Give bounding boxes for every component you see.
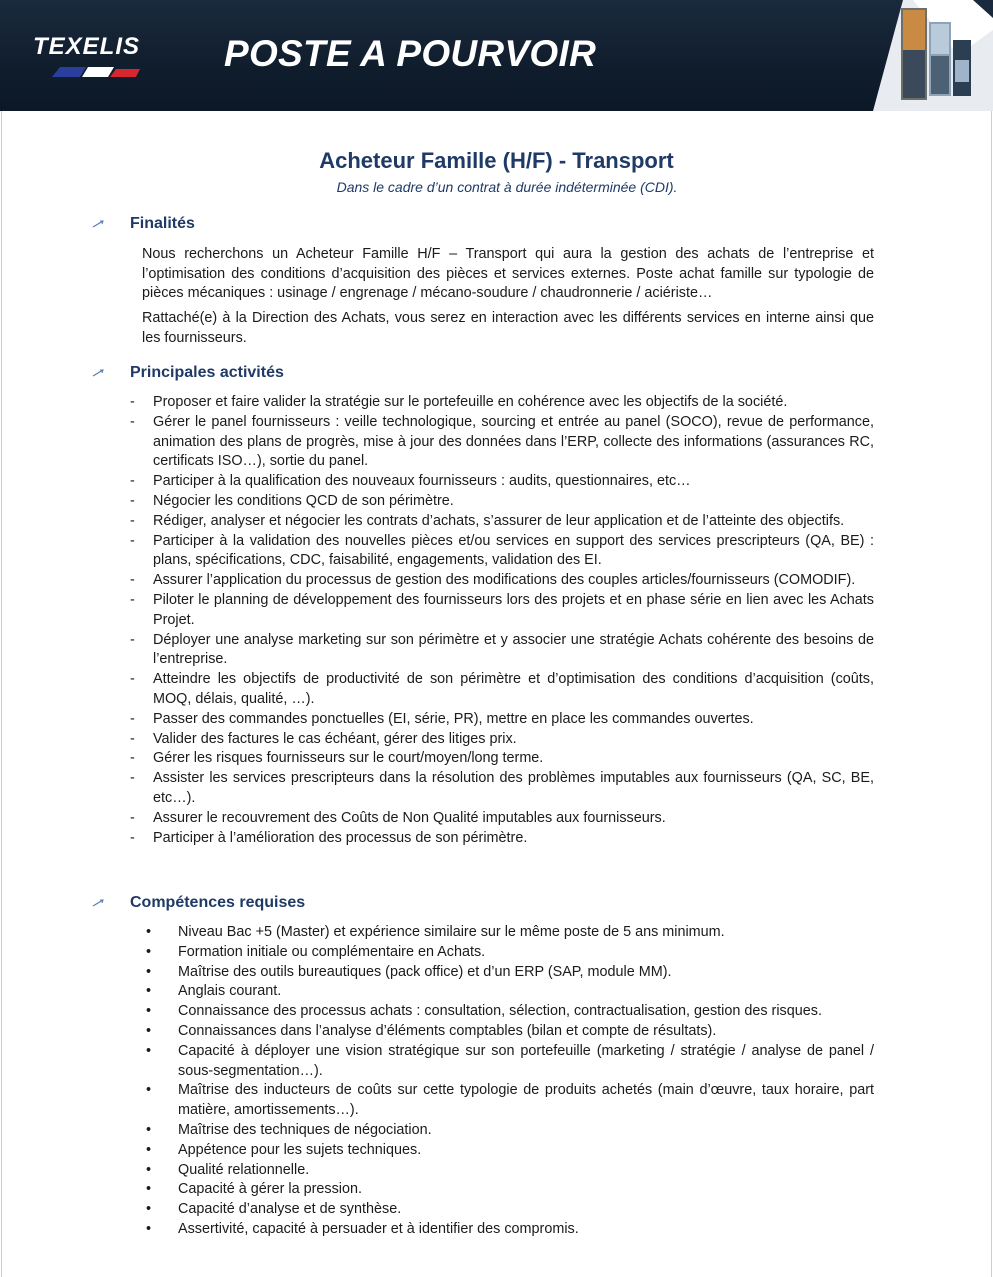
list-item-text: Valider des factures le cas échéant, gérer des litiges prix. [153, 730, 517, 747]
list-marker: - [130, 413, 135, 430]
list-item-text: Proposer et faire valider la stratégie sur le portefeuille en cohérence avec les objectifs de la société. [153, 394, 788, 410]
list-item-text: Maîtrise des techniques de négociation. [178, 1121, 432, 1138]
list-item-text: Piloter le planning de développement des fournisseurs lors des projets et en phase série en lien avec les Achats Projet. [153, 591, 874, 628]
list-marker: - [130, 591, 135, 608]
texelis-logo: TEXELIS [33, 33, 141, 60]
list-item-text: Participer à la validation des nouvelles pièces et/ou services en support des services prescripteurs (QA, BE) : plans, spécifications, CDC, faisabilité, engagements, validation des EI. [153, 532, 874, 569]
section-heading-competences [92, 894, 305, 912]
list-marker: - [130, 770, 135, 787]
list-marker: - [130, 473, 135, 490]
competence-item [146, 923, 874, 943]
list-marker: • [146, 943, 152, 960]
activites-list [130, 393, 874, 848]
activity-item [130, 769, 874, 809]
list-marker: • [146, 1003, 152, 1020]
list-item-text: Négocier les conditions QCD de son périmètre. [153, 492, 454, 509]
list-marker: • [146, 1161, 152, 1178]
activity-item [130, 393, 874, 413]
list-marker: - [130, 572, 135, 589]
competence-item [146, 1180, 874, 1200]
transport-collage-icon [873, 0, 993, 111]
job-subtitle: Dans le cadre d’un contrat à durée indéterminée (CDI). [336, 179, 678, 195]
finalites-paragraph-1: Nous recherchons un Acheteur Famille H/F – Transport qui aura la gestion des achats de l’entreprise et l’optimisation des conditions d’acquisition des pièces et services externes. Poste achat famille sur typologie de pièces mécaniques : usinage / engrenage / mécano-soudure / chaudronnerie / aciériste… [142, 246, 874, 302]
competence-item [146, 1161, 874, 1181]
list-marker: • [146, 1022, 152, 1039]
activity-item [130, 413, 874, 472]
banner-title: POSTE A POURVOIR [224, 33, 597, 74]
section-heading-activites [92, 364, 284, 382]
list-item-text: Participer à la qualification des nouveaux fournisseurs : audits, questionnaires, etc… [153, 473, 691, 490]
list-item-text: Niveau Bac +5 (Master) et expérience similaire sur le même poste de 5 ans minimum. [178, 924, 725, 940]
activity-item [130, 809, 874, 829]
list-item-text: Formation initiale ou complémentaire en Achats. [178, 943, 486, 960]
competence-item [146, 963, 874, 983]
list-item-text: Capacité à gérer la pression. [178, 1181, 362, 1198]
page-frame-left [1, 111, 2, 1277]
competence-item [146, 1141, 874, 1161]
list-marker: - [130, 492, 135, 509]
competence-item [146, 1220, 874, 1240]
competence-item [146, 1002, 874, 1022]
list-marker: • [146, 1141, 152, 1158]
list-marker: • [146, 1220, 152, 1237]
list-item-text: Assister les services prescripteurs dans la résolution des problèmes imputables aux fournisseurs (QA, SC, BE, etc…). [153, 770, 874, 806]
list-marker: • [146, 924, 152, 940]
competence-item [146, 1042, 874, 1082]
list-marker: - [130, 750, 135, 767]
activity-item [130, 749, 874, 769]
list-item-text: Capacité à déployer une vision stratégique sur son portefeuille (marketing / stratégie / analyse de panel / sous-segmentation…). [178, 1042, 874, 1079]
list-item-text: Anglais courant. [178, 983, 282, 1000]
list-item-text: Assurer le recouvrement des Coûts de Non Qualité imputables aux fournisseurs. [153, 809, 666, 826]
section-heading-label: Compétences requises [130, 894, 306, 911]
section-heading-label: Finalités [130, 215, 195, 232]
page-frame-right [991, 111, 992, 1277]
list-item-text: Qualité relationnelle. [178, 1161, 310, 1178]
list-marker: - [130, 730, 135, 747]
activity-item [130, 670, 874, 710]
activity-item [130, 532, 874, 572]
list-item-text: Gérer le panel fournisseurs : veille technologique, sourcing et entrée au panel (SOCO), revue de performance, animation des plans de progrès, mise à jour des données dans l’ERP, collecte des informations (assurances RC, certificats ISO…), sortie du panel. [153, 413, 874, 470]
competence-item [146, 1121, 874, 1141]
list-marker: • [146, 1201, 152, 1218]
list-item-text: Maîtrise des inducteurs de coûts sur cette typologie de produits achetés (main d’œuvre, taux horaire, part matière, amortissements…). [178, 1082, 874, 1119]
list-item-text: Atteindre les objectifs de productivité de son périmètre et d’optimisation des conditions d’acquisition (coûts, MOQ, délais, qualité, …). [153, 671, 874, 707]
list-marker: • [146, 983, 152, 1000]
activity-item [130, 730, 874, 750]
section-arrow-icon [92, 368, 106, 378]
list-item-text: Déployer une analyse marketing sur son périmètre et y associer une stratégie Achats cohérente des besoins de l’entreprise. [153, 631, 874, 668]
section-heading-label: Principales activités [130, 364, 284, 381]
list-item-text: Connaissances dans l’analyse d’éléments comptables (bilan et compte de résultats). [178, 1022, 717, 1039]
activity-item [130, 829, 874, 849]
list-item-text: Gérer les risques fournisseurs sur le court/moyen/long terme. [153, 750, 544, 767]
finalites-paragraph-2: Rattaché(e) à la Direction des Achats, vous serez en interaction avec les différents services en interne ainsi que les fournisseurs. [142, 310, 874, 346]
list-marker: - [130, 532, 135, 549]
section-arrow-icon [92, 898, 106, 908]
section-heading-finalites [92, 215, 195, 233]
competence-item [146, 1081, 874, 1121]
list-marker: - [130, 809, 135, 826]
section-arrow-icon [92, 219, 106, 229]
list-item-text: Assertivité, capacité à persuader et à identifier des compromis. [178, 1220, 579, 1237]
list-marker: • [146, 1082, 152, 1099]
competence-item [146, 1022, 874, 1042]
list-marker: - [130, 394, 135, 410]
list-item-text: Capacité d’analyse et de synthèse. [178, 1201, 402, 1218]
list-item-text: Participer à l’amélioration des processus de son périmètre. [153, 829, 528, 846]
activity-item [130, 591, 874, 631]
competence-item [146, 943, 874, 963]
header-banner [0, 0, 993, 111]
list-marker: - [130, 671, 135, 688]
list-marker: • [146, 1042, 152, 1059]
list-marker: - [130, 829, 135, 846]
activity-item [130, 571, 874, 591]
activity-item [130, 631, 874, 671]
activity-item [130, 472, 874, 492]
list-marker: • [146, 1121, 152, 1138]
activity-item [130, 710, 874, 730]
list-item-text: Rédiger, analyser et négocier les contrats d’achats, s’assurer de leur application et de l’atteinte des objectifs. [153, 512, 845, 529]
activity-item [130, 512, 874, 532]
list-marker: - [130, 710, 135, 727]
job-title: Acheteur Famille (H/F) - Transport [319, 148, 674, 173]
list-item-text: Passer des commandes ponctuelles (EI, série, PR), mettre en place les commandes ouvertes. [153, 710, 754, 727]
tricolor-flag-icon [52, 64, 140, 78]
list-item-text: Connaissance des processus achats : consultation, sélection, contractualisation, gestion des risques. [178, 1003, 822, 1020]
competences-list [146, 923, 874, 1240]
competence-item [146, 982, 874, 1002]
list-item-text: Maîtrise des outils bureautiques (pack office) et d’un ERP (SAP, module MM). [178, 963, 672, 980]
list-marker: - [130, 631, 135, 648]
list-item-text: Assurer l’application du processus de gestion des modifications des couples articles/fournisseurs (COMODIF). [153, 572, 856, 589]
list-marker: • [146, 963, 152, 980]
list-item-text: Appétence pour les sujets techniques. [178, 1141, 422, 1158]
activity-item [130, 492, 874, 512]
list-marker: - [130, 512, 135, 529]
list-marker: • [146, 1181, 152, 1198]
competence-item [146, 1200, 874, 1220]
